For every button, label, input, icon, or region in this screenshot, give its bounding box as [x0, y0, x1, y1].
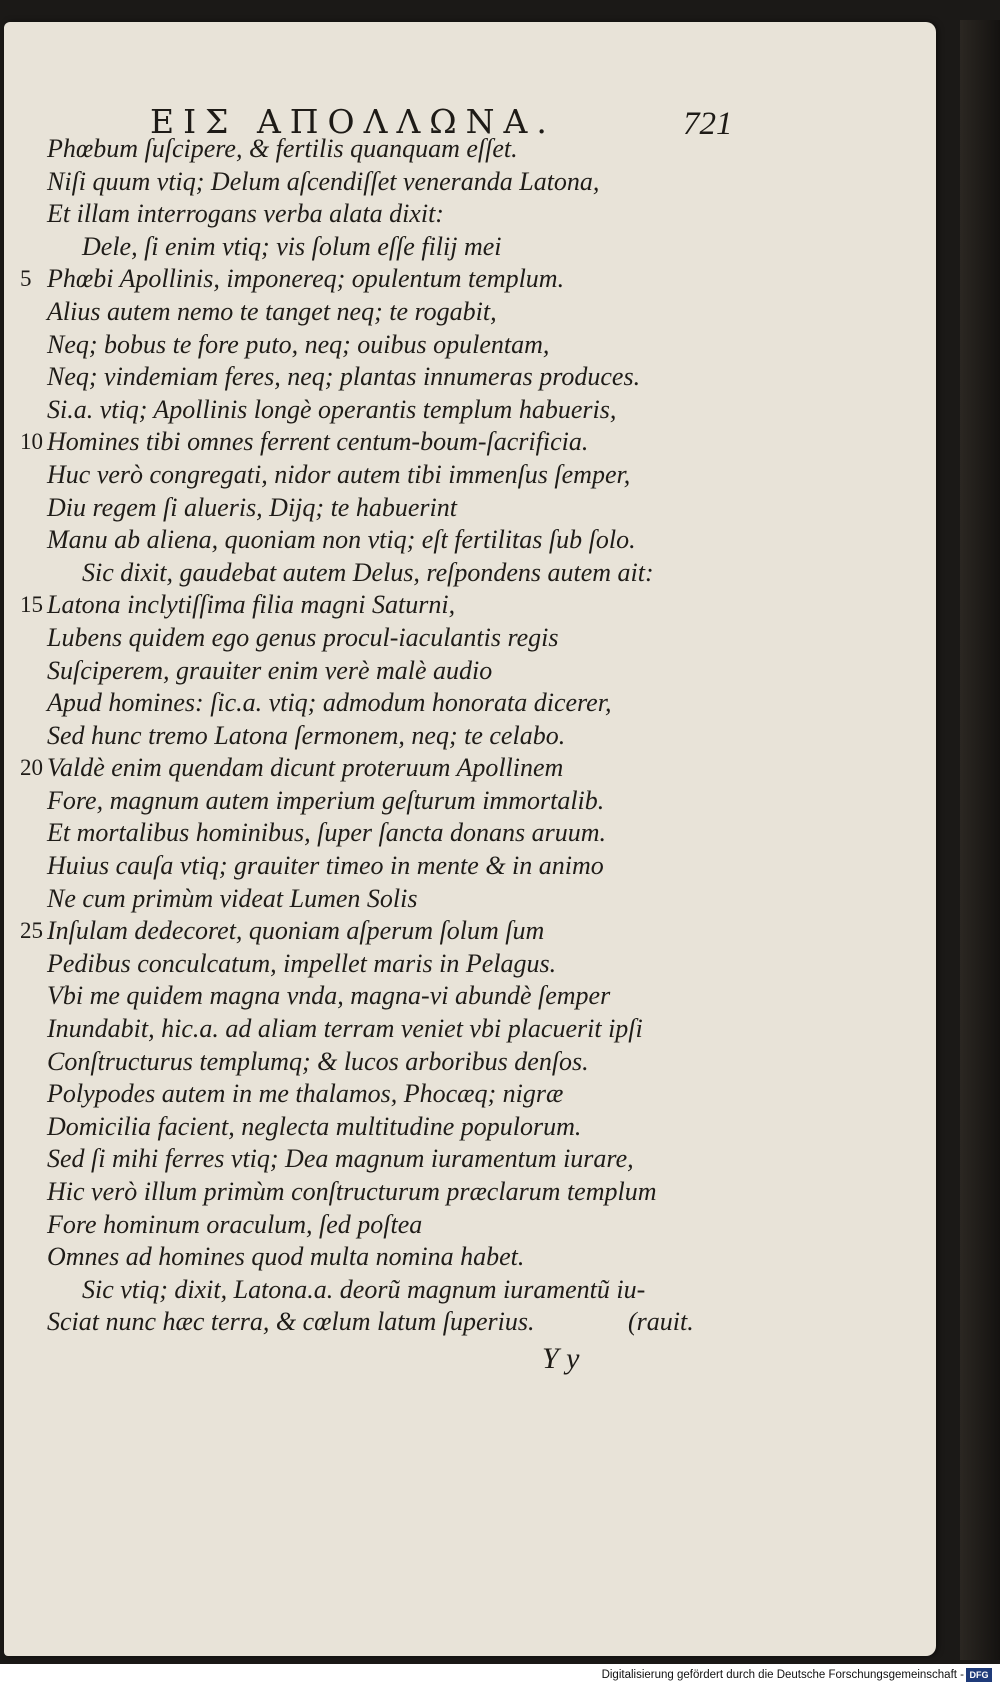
line-text: Sic dixit, gaudebat autem Delus, reſpondens autem ait: — [82, 557, 654, 587]
verse-line — [0, 231, 936, 264]
verse-line — [0, 329, 936, 362]
verse-line — [0, 817, 936, 850]
verse-line — [0, 785, 936, 818]
line-number: 20 — [20, 755, 43, 781]
verse-line — [0, 850, 936, 883]
line-text: Pedibus conculcatum, impellet maris in Pelagus. — [47, 948, 557, 978]
verse-line — [0, 687, 936, 720]
footer-credit: Digitalisierung gefördert durch die Deutsche Forschungsgemeinschaft - — [601, 1669, 964, 1681]
verse-line — [0, 492, 936, 525]
line-text: Fore hominum oraculum, ſed poſtea — [47, 1209, 423, 1239]
line-text: Valdè enim quendam dicunt proteruum Apollinem — [47, 753, 564, 783]
verse-line — [0, 198, 936, 231]
verse-line — [0, 980, 936, 1013]
verse-line — [0, 263, 936, 296]
verse-line — [0, 915, 936, 948]
verse-line — [0, 720, 936, 753]
verse-text — [0, 133, 936, 1339]
line-text: Et mortalibus hominibus, ſuper ſancta donans aruum. — [47, 818, 607, 848]
verse-line — [0, 133, 936, 166]
verse-line — [0, 1013, 936, 1046]
verse-line — [0, 426, 936, 459]
line-text: Alius autem nemo te tanget neq; te rogabit, — [47, 296, 497, 326]
verse-line — [0, 524, 936, 557]
verse-line — [0, 394, 936, 427]
line-text: Phœbi Apollinis, imponereq; opulentum templum. — [47, 264, 565, 294]
verse-line — [0, 948, 936, 981]
line-text: Omnes ad homines quod multa nomina habet. — [47, 1242, 525, 1272]
verse-line — [0, 1241, 936, 1274]
line-text: Inſulam dedecoret, quoniam aſperum ſolum ſum — [47, 916, 545, 946]
line-text: Sic vtiq; dixit, Latona.a. deorũ magnum iuramentũ iu- — [82, 1274, 646, 1304]
page-number: 721 — [683, 106, 733, 142]
line-text: Neq; vindemiam feres, neq; plantas innumeras produces. — [47, 362, 641, 392]
verse-line — [0, 883, 936, 916]
line-text: Inundabit, hic.a. ad aliam terram veniet vbi placuerit ipſi — [47, 1014, 643, 1044]
line-text: Ne cum primùm videat Lumen Solis — [47, 883, 418, 913]
verse-line — [0, 589, 936, 622]
line-text: Et illam interrogans verba alata dixit: — [47, 199, 444, 229]
verse-line — [0, 166, 936, 199]
line-text: Apud homines: ſic.a. vtiq; admodum honorata dicerer, — [47, 688, 612, 718]
line-text: Niſi quum vtiq; Delum aſcendiſſet veneranda Latona, — [47, 166, 600, 196]
line-text: Domicilia facient, neglecta multitudine populorum. — [47, 1111, 582, 1141]
signature-mark: Y y — [542, 1342, 580, 1375]
line-text: Neq; bobus te fore puto, neq; ouibus opulentam, — [47, 329, 550, 359]
line-text: Vbi me quidem magna vnda, magna-vi abundè ſemper — [47, 981, 611, 1011]
verse-line — [0, 752, 936, 785]
line-number: 5 — [20, 266, 32, 292]
verse-line — [0, 1143, 936, 1176]
line-text: Diu regem ſi alueris, Dijq; te habuerint — [47, 492, 457, 522]
line-text: Sed ſi mihi ferres vtiq; Dea magnum iuramentum iurare, — [47, 1144, 634, 1174]
line-text: Dele, ſi enim vtiq; vis ſolum eſſe filij mei — [82, 231, 502, 261]
running-head: ΕΙΣ ΑΠΟΛΛΩΝΑ. — [150, 102, 556, 141]
line-text: Sciat nunc hæc terra, & cœlum latum ſuperius. — [47, 1307, 535, 1337]
verse-line — [0, 655, 936, 688]
line-text: Latona inclytiſſima filia magni Saturni, — [47, 590, 456, 620]
line-number: 10 — [20, 429, 43, 455]
verse-line — [0, 1209, 936, 1242]
dfg-logo-icon: DFG — [966, 1668, 992, 1682]
line-number: 25 — [20, 918, 43, 944]
verse-line — [0, 622, 936, 655]
verse-line — [0, 1274, 936, 1307]
verse-line — [0, 1046, 936, 1079]
line-text: Polypodes autem in me thalamos, Phocæq; nigræ — [47, 1079, 564, 1109]
line-turnover: (rauit. — [628, 1307, 694, 1337]
line-text: Sed hunc tremo Latona ſermonem, neq; te celabo. — [47, 720, 566, 750]
verse-line — [0, 1078, 936, 1111]
line-text: Conſtructurus templumq; & lucos arboribus denſos. — [47, 1046, 589, 1076]
verse-line — [0, 361, 936, 394]
verse-line — [0, 1306, 936, 1339]
verse-line — [0, 1176, 936, 1209]
verse-line — [0, 1111, 936, 1144]
line-text: Huc verò congregati, nidor autem tibi immenſus ſemper, — [47, 459, 631, 489]
line-text: Huius cauſa vtiq; grauiter timeo in mente & in animo — [47, 851, 604, 881]
footer-bar — [0, 1664, 1000, 1687]
book-edge — [960, 20, 1000, 1660]
verse-line — [0, 557, 936, 590]
line-text: Si.a. vtiq; Apollinis longè operantis templum habueris, — [47, 394, 617, 424]
line-text: Homines tibi omnes ferrent centum-boum-ſacrificia. — [47, 427, 589, 457]
verse-line — [0, 459, 936, 492]
line-text: Lubens quidem ego genus procul-iaculantis regis — [47, 622, 559, 652]
line-text: Hic verò illum primùm conſtructurum præclarum templum — [47, 1177, 657, 1206]
line-text: Manu ab aliena, quoniam non vtiq; eſt fertilitas ſub ſolo. — [47, 525, 636, 555]
line-number: 15 — [20, 592, 43, 618]
line-text: Phœbum ſuſcipere, & fertilis quanquam eſſet. — [47, 134, 518, 163]
verse-line — [0, 296, 936, 329]
line-text: Suſciperem, grauiter enim verè malè audio — [47, 655, 493, 685]
line-text: Fore, magnum autem imperium geſturum immortalib. — [47, 785, 605, 815]
